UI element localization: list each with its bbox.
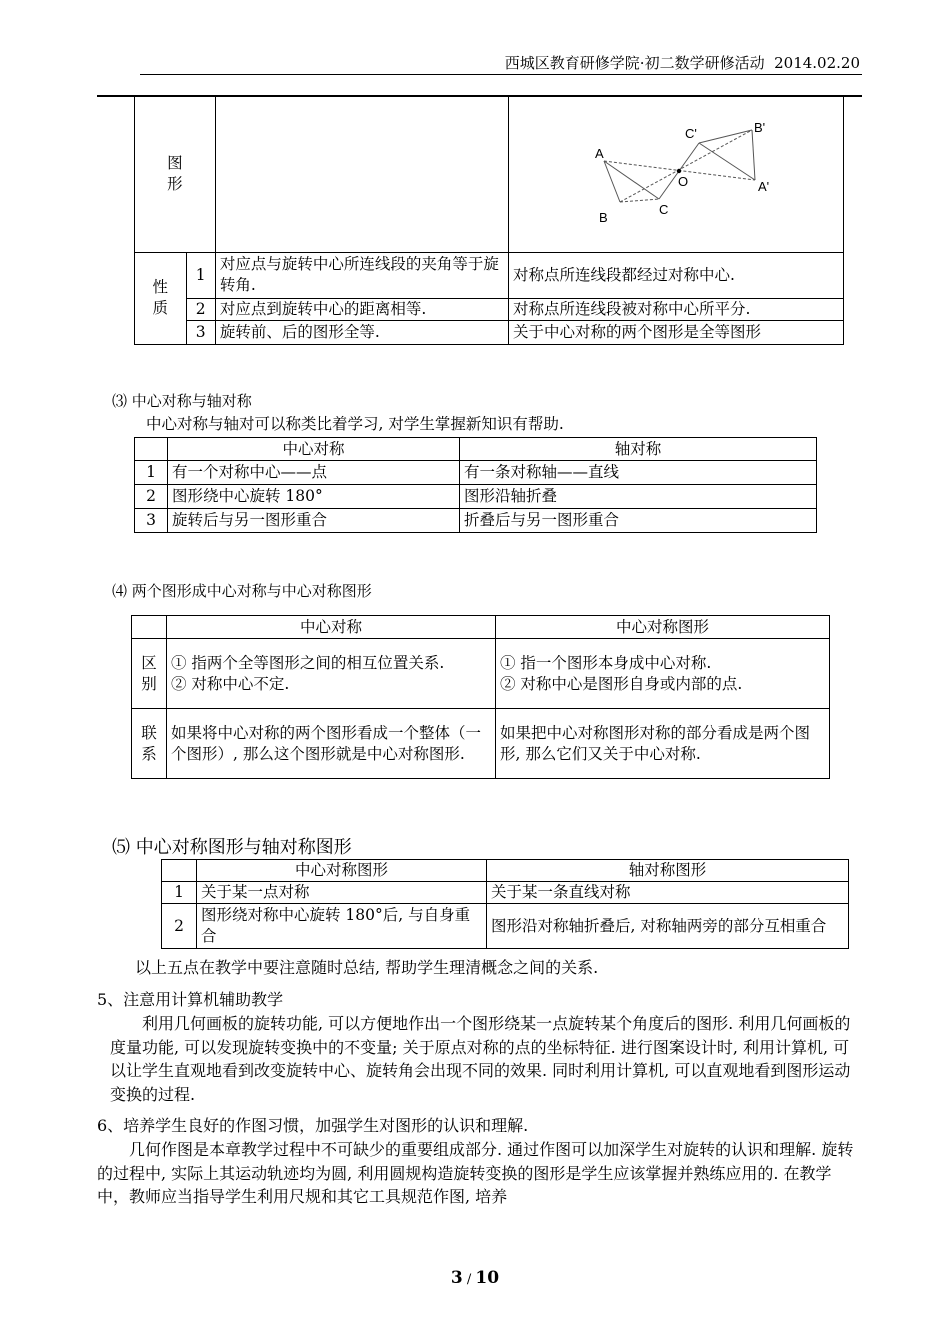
row-number: 3 [135,509,168,533]
label-c-prime: C' [685,126,697,142]
properties-table [134,96,844,345]
current-page: 3 [450,1268,463,1288]
label-a-prime: A' [758,179,770,195]
central-figure-cell [509,96,844,252]
column-header: 中心对称图形 [496,616,830,639]
properties-label-cell [135,252,187,344]
central-property: 关于中心对称的两个图形是全等图形 [509,320,844,344]
axial-figure-cell: 关于某一条直线对称 [487,882,849,904]
central-figure-cell: 关于某一点对称 [197,882,487,904]
section-5-title: ⑸ 中心对称图形与轴对称图形 [112,837,352,858]
difference-figure-1: ① 指一个图形本身成中心对称. [500,653,712,672]
segment-c1-a1 [699,143,755,180]
row-number: 1 [135,461,168,485]
segment-bc [620,199,659,202]
column-header: 中心对称 [167,616,496,639]
central-symmetry-diagram [509,96,843,251]
rotation-property: 对应点到旋转中心的距离相等. [215,298,508,320]
row-number: 2 [135,485,168,509]
column-header: 轴对称图形 [487,860,849,882]
section-4-title: ⑷ 两个图形成中心对称与中心对称图形 [112,582,372,600]
axial-cell: 有一条对称轴——直线 [460,461,817,485]
item-5-title: 5、注意用计算机辅助教学 [97,990,284,1009]
central-cell: 有一个对称中心——点 [168,461,460,485]
item-5-paragraph: 利用几何画板的旋转功能, 可以方便地作出一个图形绕某一点旋转某个角度后的图形. 利用几何画板的度量功能, 可以发现旋转变换中的不变量; 关于原点对称的点的坐标特征. 进行图案设计时, 利用计算机, 可以让学生直观地看到改变旋转中心、旋转角会出现不同的效果. 同时利用计算机, 可以直观地看到图形运动变换的过程. [110,1014,851,1104]
segment-c1-b1 [699,130,752,143]
property-number: 3 [186,320,215,344]
section-3-intro: 中心对称与轴对可以称类比着学习, 对学生掌握新知识有帮助. [146,415,564,433]
difference-central-cell [167,639,496,709]
figure-label-cell [135,96,216,252]
item-6-body [97,1138,857,1209]
blank-header-cell [162,860,197,882]
section-3-title: ⑶ 中心对称与轴对称 [112,392,252,410]
row-number: 2 [162,904,197,949]
relation-label-cell [132,709,167,779]
column-header: 中心对称 [168,438,460,461]
difference-central-2: ② 对称中心不定. [171,674,290,693]
segment-ab [604,161,620,202]
central-vs-axial-table [134,437,817,533]
page-header: 西城区教育研修学院·初二数学研修活动 2014.02.20 [504,54,860,72]
central-figure-cell: 图形绕对称中心旋转 180°后, 与自身重合 [197,904,487,949]
figure-label-2: 形 [167,174,183,193]
difference-figure-cell [496,639,830,709]
symmetry-difference-table [131,615,830,779]
relation-label-1: 联 [141,723,157,742]
rotation-property: 对应点与旋转中心所连线段的夹角等于旋转角. [215,252,508,298]
label-b: B [599,210,608,226]
difference-figure-2: ② 对称中心是图形自身或内部的点. [500,674,743,693]
header-rule-thin [140,74,862,75]
section-5-summary: 以上五点在教学中要注意随时总结, 帮助学生理清概念之间的关系. [135,958,599,977]
segment-b1-a1 [752,130,755,180]
label-a: A [595,146,604,162]
rotation-property: 旋转前、后的图形全等. [215,320,508,344]
properties-label-2: 质 [152,299,169,317]
axial-cell: 图形沿轴折叠 [460,485,817,509]
property-number: 2 [186,298,215,320]
column-header: 中心对称图形 [197,860,487,882]
row-number: 1 [162,882,197,904]
total-pages: 10 [475,1268,500,1288]
axial-cell: 折叠后与另一图形重合 [460,509,817,533]
figure-label-1: 图 [167,153,183,172]
item-5-body [110,1012,855,1106]
difference-label-1: 区 [141,653,157,672]
difference-central-1: ① 指两个全等图形之间的相互位置关系. [171,653,445,672]
page-number [0,1268,950,1288]
central-cell: 图形绕中心旋转 180° [168,485,460,509]
blank-header-cell [132,616,167,639]
central-property: 对称点所连线段都经过对称中心. [509,252,844,298]
relation-label-2: 系 [141,744,157,763]
difference-label-2: 别 [141,674,157,693]
properties-label-1: 性 [152,278,169,296]
blank-header-cell [135,438,168,461]
center-point-o [677,169,681,173]
figure-symmetry-table [161,859,849,949]
item-6-title: 6、培养学生良好的作图习惯，加强学生对图形的认识和理解. [97,1116,529,1135]
relation-central-cell: 如果将中心对称的两个图形看成一个整体（一个图形）, 那么这个图形就是中心对称图形. [167,709,496,779]
item-6-paragraph: 几何作图是本章教学过程中不可缺少的重要组成部分. 通过作图可以加深学生对旋转的认识和理解. 旋转的过程中, 实际上其运动轨迹均为圆, 利用圆规构造旋转变换的图形是学生应该掌握并熟练应用的. 在教学中，教师应当指导学生利用尺规和其它工具规范作图, 培养 [97,1140,854,1206]
label-c: C [659,202,669,218]
axial-figure-cell: 图形沿对称轴折叠后, 对称轴两旁的部分互相重合 [487,904,849,949]
rotation-figure-cell [215,96,508,252]
page-separator: / [462,1272,476,1287]
central-property: 对称点所连线段被对称中心所平分. [509,298,844,320]
label-b-prime: B' [754,120,766,136]
property-number: 1 [186,252,215,298]
central-cell: 旋转后与另一图形重合 [168,509,460,533]
label-o: O [678,174,689,190]
column-header: 轴对称 [460,438,817,461]
difference-label-cell [132,639,167,709]
relation-figure-cell: 如果把中心对称图形对称的部分看成是两个图形, 那么它们又关于中心对称. [496,709,830,779]
